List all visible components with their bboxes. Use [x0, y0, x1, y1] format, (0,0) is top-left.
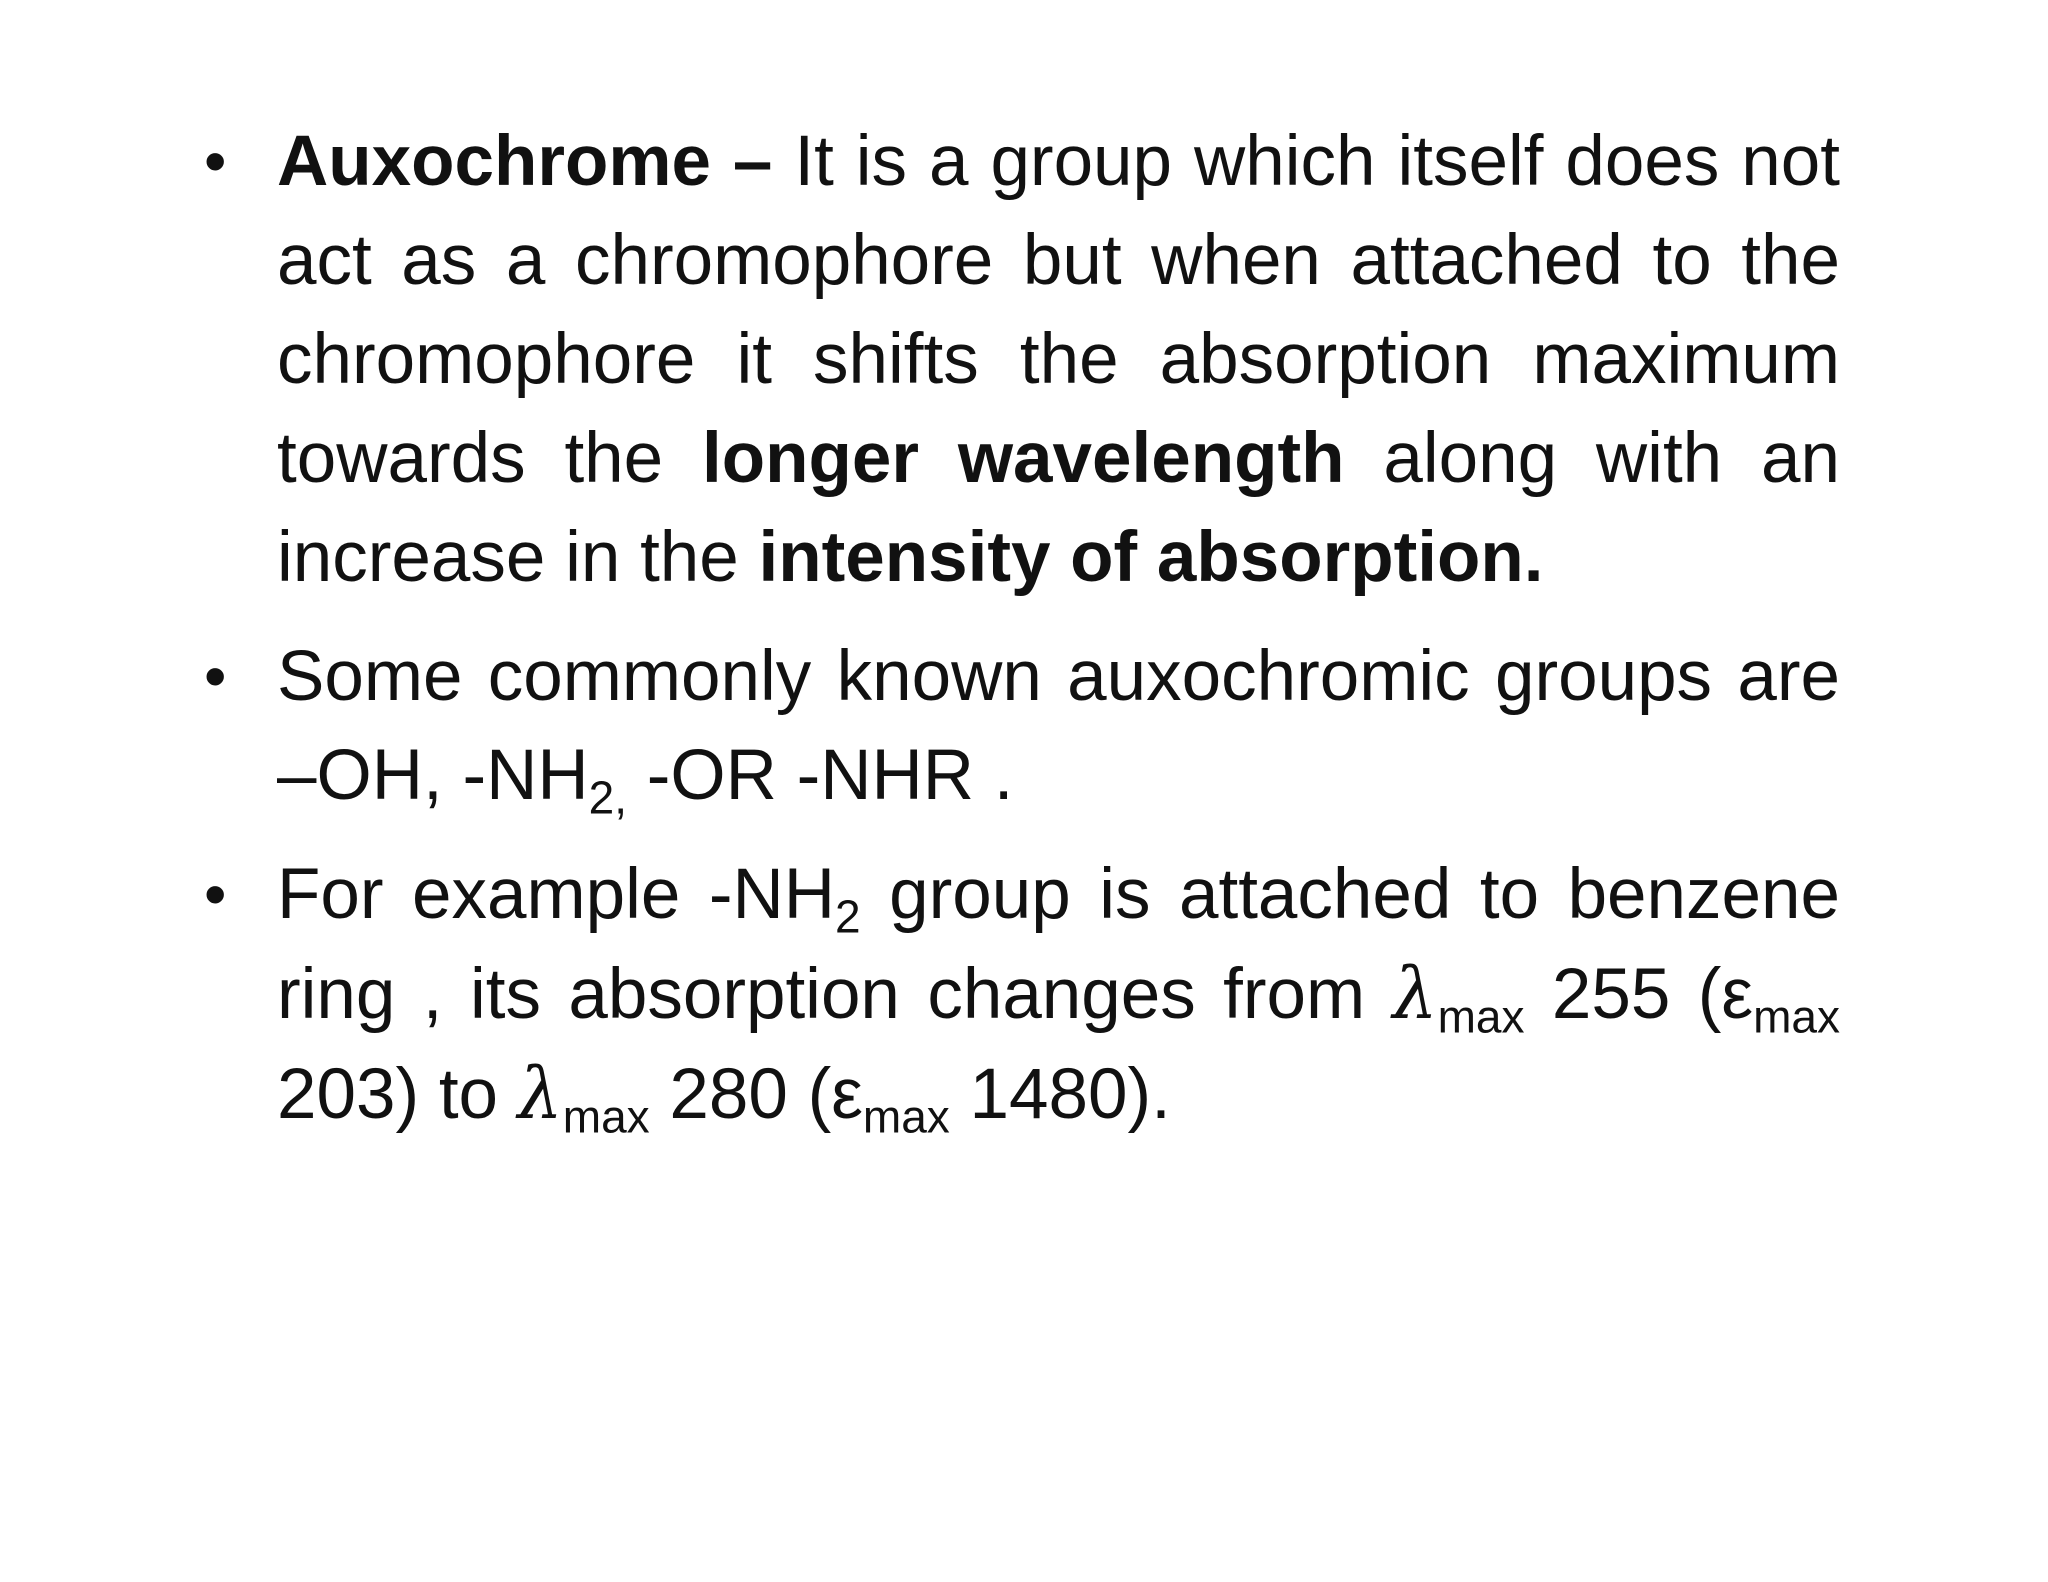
emphasis-longer-wavelength: longer wavelength	[702, 419, 1345, 498]
subscript-max: max	[862, 1090, 950, 1143]
bullet-list	[200, 112, 1840, 1144]
bullet-icon: •	[204, 858, 227, 930]
groups-text-continued: -OR -NHR .	[627, 736, 1014, 815]
example-text-continued: group is attached to benzene ring , its absorption changes from	[277, 855, 1840, 1034]
subscript-max: max	[1437, 990, 1525, 1043]
lambda-symbol: λ	[1392, 952, 1438, 1035]
lambda-value-280: 280 (ε	[649, 1055, 863, 1134]
subscript-2: 2	[835, 890, 861, 943]
epsilon-value-1480: 1480).	[949, 1055, 1171, 1134]
bullet-auxochrome-definition	[200, 112, 1840, 607]
bullet-example	[200, 845, 1840, 1144]
lambda-value-255: 255 (ε	[1524, 955, 1754, 1034]
subscript-max: max	[1753, 990, 1840, 1043]
bullet-icon: •	[204, 125, 227, 197]
emphasis-intensity-of-absorption: intensity of absorption.	[758, 518, 1544, 597]
bullet-auxochromic-groups	[200, 627, 1840, 825]
subscript-max: max	[562, 1090, 650, 1143]
groups-text: Some commonly known auxochromic groups are –OH, -NH	[277, 637, 1840, 815]
lambda-symbol: λ	[517, 1052, 563, 1135]
definition-text: It is a group which itself does not act as a chromophore but when attached to the chromophore it shifts the absorption maximum towards the	[277, 122, 1841, 498]
example-text: For example -NH	[277, 855, 836, 934]
definition-text-continued: along with an increase in the	[277, 419, 1840, 597]
term-auxochrome: Auxochrome –	[277, 122, 773, 201]
bullet-icon: •	[204, 640, 227, 712]
subscript-2: 2,	[588, 771, 628, 824]
epsilon-value-203: 203) to	[277, 1055, 518, 1134]
